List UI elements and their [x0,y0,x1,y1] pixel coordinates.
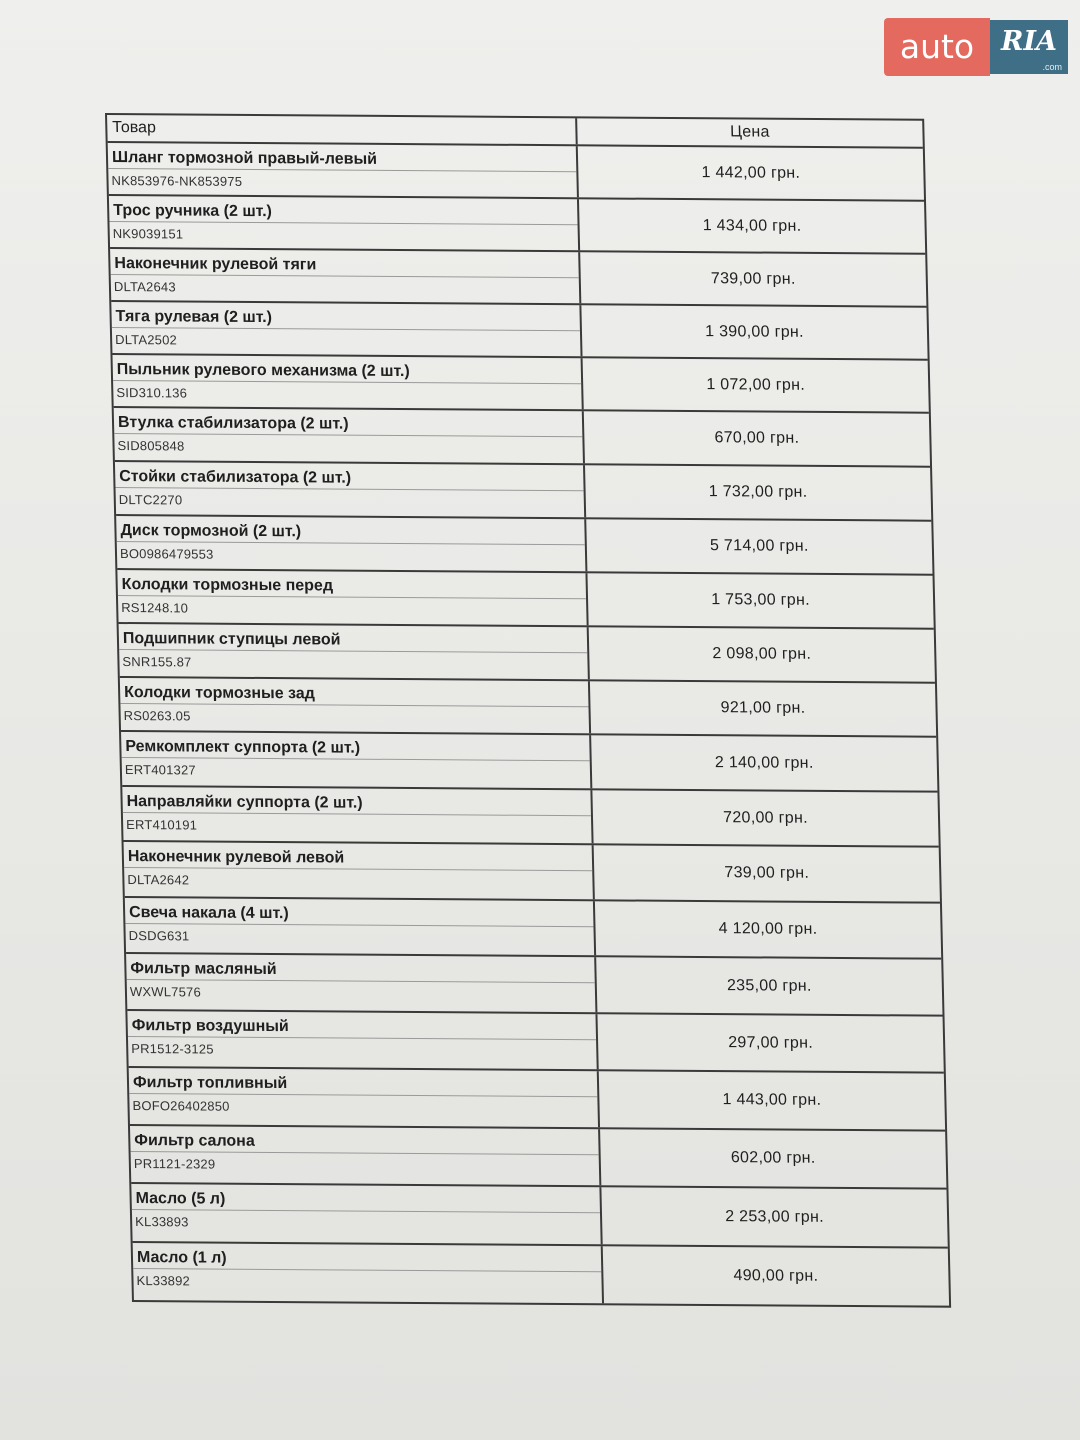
product-cell [116,516,587,571]
product-price: 739,00 грн. [724,864,810,882]
table-row [122,785,938,846]
product-cell [120,678,591,733]
product-price: 1 434,00 грн. [702,216,802,235]
product-cell [122,787,593,843]
table-row [114,406,930,466]
table-row [109,194,925,253]
logo-com-text: .com [1042,62,1062,72]
product-price: 1 390,00 грн. [704,322,805,341]
product-name: Подшипник ступицы левой [122,630,341,649]
product-price: 490,00 грн. [733,1266,819,1285]
product-price: 670,00 грн. [714,429,800,447]
product-name: Фильтр масляный [130,960,277,979]
product-cell [133,1243,604,1303]
product-cell [124,842,595,899]
product-name: Фильтр топливный [132,1074,288,1093]
product-cell [125,898,596,955]
product-cell [110,249,581,303]
product-price: 4 120,00 грн. [718,920,818,938]
product-name: Масло (1 л) [136,1249,227,1267]
product-name: Втулка стабилизатора (2 шт.) [117,414,349,433]
product-cell [108,143,579,197]
product-code: NK853976-NK853975 [108,168,577,191]
product-name: Пыльник рулевого механизма (2 шт.) [116,361,410,381]
table-row [110,247,926,306]
product-name: Фильтр воздушный [131,1017,289,1036]
product-cell [117,570,588,625]
product-name: Шланг тормозной правый-левый [111,149,378,168]
product-name: Направляйки суппорта (2 шт.) [126,793,363,812]
product-code: DLTC2270 [115,487,584,510]
product-price: 2 253,00 грн. [725,1207,825,1226]
product-code: BOFO26402850 [129,1093,598,1116]
product-code: WXWL7576 [127,979,596,1002]
table-row [121,730,937,791]
table-row [112,353,928,412]
table-row [116,514,932,574]
product-name: Наконечник рулевой тяги [114,255,317,274]
product-code: KL33892 [133,1268,602,1291]
product-cell [127,1011,598,1069]
product-name: Диск тормозной (2 шт.) [120,522,302,541]
product-cell [109,196,580,250]
product-price: 720,00 грн. [722,808,809,827]
product-cell [119,624,590,679]
logo-auto-text: auto [884,18,990,76]
table-row [111,300,927,359]
table-row [117,568,933,628]
product-price: 921,00 грн. [720,699,806,717]
table-row [129,1066,945,1130]
product-name: Тяга рулевая (2 шт.) [115,308,273,327]
product-name: Колодки тормозные зад [123,684,316,703]
table-row [130,1124,946,1188]
product-price: 235,00 грн. [726,976,812,995]
table-row [126,952,942,1015]
table-row [120,676,936,736]
product-price: 739,00 грн. [710,269,796,288]
product-price: 1 732,00 грн. [708,483,808,501]
product-code: RS0263.05 [120,703,589,726]
product-code: DLTA2642 [124,867,593,890]
product-cell [114,408,585,463]
table-row [124,840,940,902]
product-code: PR1121-2329 [131,1151,600,1174]
logo-ria-text [990,20,1068,74]
product-code: SNR155.87 [119,649,588,672]
product-name: Колодки тормозные перед [121,576,334,595]
product-code: DLTA2643 [111,274,580,297]
product-cell [111,302,582,356]
logo-ria-word: RIA [1000,26,1058,57]
product-cell [131,1184,602,1244]
header-product: Товар [107,115,578,144]
product-name: Трос ручника (2 шт.) [113,202,273,221]
table-row [127,1009,943,1072]
product-price: 5 714,00 грн. [709,537,809,555]
product-name: Свеча накала (4 шт.) [128,904,289,923]
product-code: ERT410191 [123,812,592,835]
product-code: KL33893 [132,1209,601,1232]
product-code: RS1248.10 [118,595,587,618]
product-price: 2 140,00 грн. [714,753,814,772]
product-code: DLTA2502 [112,327,581,350]
header-price: Цена [729,123,770,141]
product-code: PR1512-3125 [128,1036,597,1059]
product-code: NK9039151 [109,221,578,244]
autoria-logo [884,18,1070,76]
product-cell [129,1068,600,1127]
product-code: SID805848 [114,433,583,456]
product-name: Фильтр салона [134,1132,255,1150]
product-cell [121,732,592,788]
product-code: DSDG631 [125,923,594,946]
product-price: 1 753,00 грн. [711,591,811,609]
product-price: 602,00 грн. [730,1149,816,1167]
table-row [115,460,931,520]
table-row [119,622,935,682]
table-row [133,1241,949,1306]
product-cell [115,462,586,517]
product-price: 1 442,00 грн. [701,163,801,182]
price-table [105,113,951,1308]
product-name: Масло (5 л) [135,1190,226,1208]
product-price: 2 098,00 грн. [712,645,812,663]
product-code: ERT401327 [122,757,591,780]
table-row [131,1182,947,1247]
product-cell [112,355,583,409]
product-price: 1 072,00 грн. [706,375,806,394]
product-cell [126,954,597,1012]
product-code: BO0986479553 [117,541,586,564]
product-code: SID310.136 [113,380,582,403]
product-name: Ремкомплект суппорта (2 шт.) [125,738,361,757]
table-row [108,141,924,200]
product-cell [130,1126,601,1185]
product-name: Стойки стабилизатора (2 шт.) [119,468,352,487]
product-price: 1 443,00 грн. [722,1091,822,1109]
product-name: Наконечник рулевой левой [127,848,345,867]
table-row [125,896,941,958]
product-price: 297,00 грн. [728,1033,814,1052]
